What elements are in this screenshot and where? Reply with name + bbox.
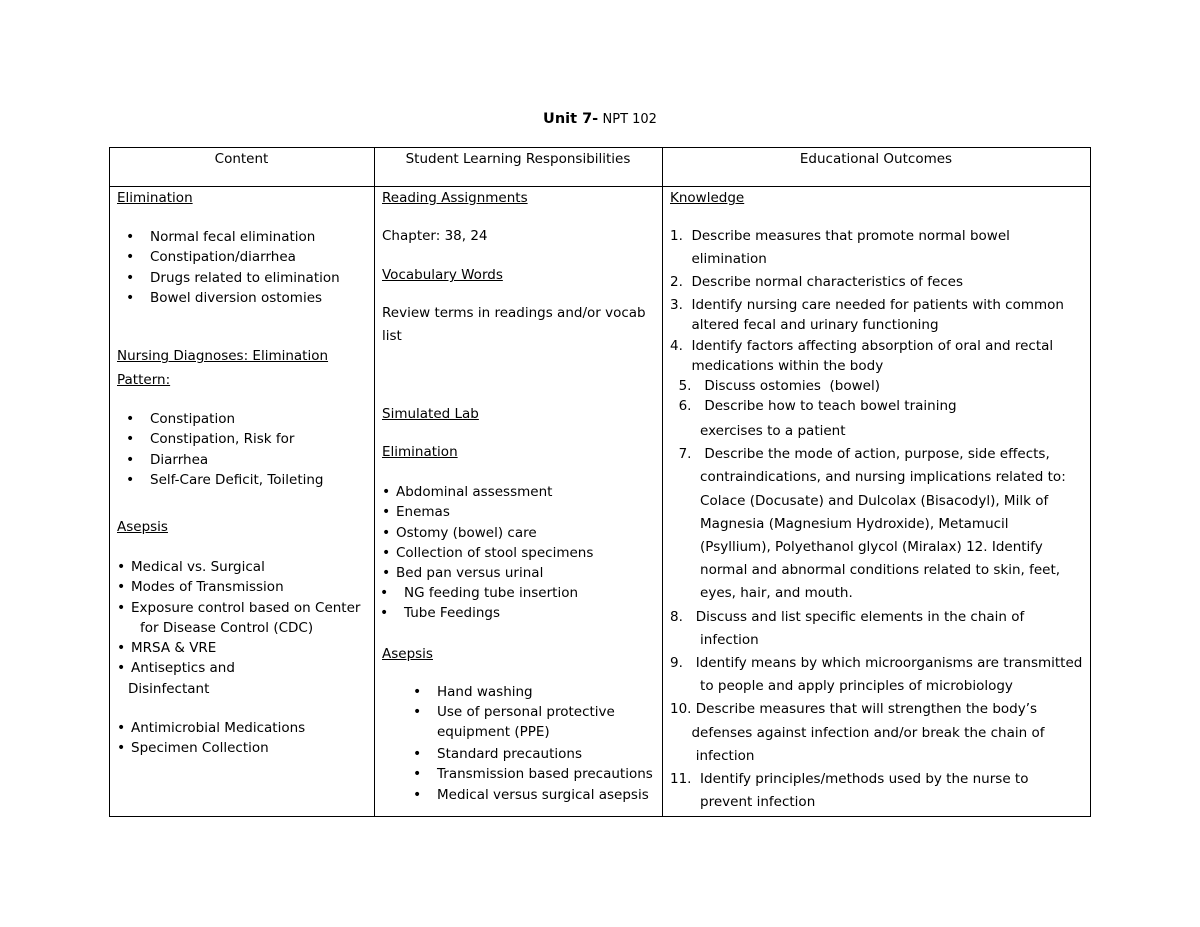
list-item: • Modes of Transmission (131, 577, 360, 597)
list-item: • Constipation, Risk for (150, 429, 324, 449)
outcome-line: elimination (670, 251, 767, 268)
nursing-diagnoses-list (150, 409, 324, 490)
list-item: • Enemas (396, 502, 593, 522)
outcome-line: 8. Discuss and list specific elements in the chain of (670, 608, 1025, 625)
outcome-line: altered fecal and urinary functioning (670, 317, 939, 334)
column-divider-2 (662, 147, 663, 817)
list-item: • Abdominal assessment (396, 482, 593, 502)
outcome-line: 3. Identify nursing care needed for patients with common (670, 297, 1064, 313)
column-divider-1 (374, 147, 375, 817)
outcome-line: contraindications, and nursing implications related to: (670, 469, 1066, 486)
list-item: • Bowel diversion ostomies (150, 288, 340, 308)
elimination-heading: Elimination (117, 190, 193, 206)
asepsis-list (131, 557, 360, 618)
outcome-line: 1. Describe measures that promote normal bowel (670, 228, 1010, 244)
outcome-line: infection (670, 747, 755, 764)
title-unit: Unit 7- (543, 111, 599, 127)
outcome-line: to people and apply principles of microbiology (670, 678, 1013, 695)
outcomes-list-a (670, 225, 1010, 295)
title-course: NPT 102 (602, 112, 657, 127)
asepsis-item-continuation: Disinfectant (128, 681, 210, 697)
asepsis-list-cont (131, 638, 235, 679)
table-border-bottom (109, 816, 1091, 817)
outcome-line: defenses against infection and/or break the chain of (670, 724, 1045, 741)
outcome-line: normal and abnormal conditions related to skin, feet, (670, 562, 1061, 579)
list-item: • Use of personal protective (437, 702, 615, 722)
outcome-line: 7. Describe the mode of action, purpose, side effects, (670, 446, 1050, 463)
outcome-line: 5. Discuss ostomies (bowel) (670, 378, 880, 395)
list-item: • Medical vs. Surgical (131, 557, 360, 577)
outcomes-list-c (670, 420, 1082, 814)
lab-asepsis-item-continuation: equipment (PPE) (437, 724, 550, 740)
list-item: • Medical versus surgical asepsis (437, 785, 653, 805)
outcome-line: 6. Describe how to teach bowel training (670, 398, 957, 415)
lab-asepsis-list (437, 682, 615, 723)
list-item: • MRSA & VRE (131, 638, 235, 658)
list-item: • Diarrhea (150, 450, 324, 470)
outcome-line: (Psyllium), Polyethanol glycol (Miralax) 12. Identify (670, 539, 1043, 556)
outcomes-list-b (670, 295, 1064, 417)
unit-table (109, 147, 1091, 817)
outcome-line: 9. Identify means by which microorganisms are transmitted (670, 655, 1083, 672)
lab-elimination-list (396, 482, 593, 583)
header-slr: Student Learning Responsibilities (405, 151, 631, 167)
list-item: • Normal fecal elimination (150, 227, 340, 247)
outcome-line: 11. Identify principles/methods used by the nurse to (670, 771, 1029, 788)
header-content: Content (214, 151, 269, 167)
outcome-line: medications within the body (670, 357, 884, 374)
asepsis-heading: Asepsis (117, 519, 168, 535)
lab-asepsis-heading: Asepsis (382, 646, 433, 662)
list-item: • Constipation (150, 409, 324, 429)
reading-assignments-heading: Reading Assignments (382, 190, 528, 206)
page-title (0, 111, 1200, 127)
table-border-top (109, 147, 1091, 148)
list-item: • Exposure control based on Center (131, 598, 360, 618)
outcome-line: 4. Identify factors affecting absorption of oral and rectal (670, 337, 1054, 354)
outcome-line: Colace (Docusate) and Dulcolax (Bisacodyl), Milk of (670, 492, 1049, 509)
simulated-lab-heading: Simulated Lab (382, 406, 479, 422)
nursing-diagnoses-heading: Nursing Diagnoses: Elimination (117, 348, 329, 364)
header-divider (109, 186, 1091, 187)
list-item: • Hand washing (437, 682, 615, 702)
list-item: • NG feeding tube insertion (404, 583, 578, 603)
lab-asepsis-list-cont (437, 744, 653, 805)
list-item: • Specimen Collection (131, 738, 305, 758)
lab-elimination-heading: Elimination (382, 444, 458, 460)
nursing-diagnoses-heading-cont: Pattern: (117, 372, 171, 388)
review-terms-text: Review terms in readings and/or vocab (382, 305, 646, 321)
lab-elimination-list-cont (404, 583, 578, 624)
outcome-line: infection (670, 631, 759, 648)
outcome-line: eyes, hair, and mouth. (670, 585, 853, 602)
extra-topics-list (131, 718, 305, 759)
outcome-line: exercises to a patient (670, 423, 846, 439)
list-item: • Ostomy (bowel) care (396, 523, 593, 543)
asepsis-item-continuation: for Disease Control (CDC) (140, 620, 314, 636)
outcome-line: 2. Describe normal characteristics of feces (670, 274, 964, 291)
list-item: • Drugs related to elimination (150, 268, 340, 288)
list-item: • Self-Care Deficit, Toileting (150, 470, 324, 490)
outcome-line: 10. Describe measures that will strengthen the body’s (670, 701, 1038, 718)
list-item: • Constipation/diarrhea (150, 247, 340, 267)
list-item: • Antiseptics and (131, 658, 235, 678)
table-border-right (1090, 147, 1091, 817)
list-item: • Tube Feedings (404, 603, 578, 623)
list-item: • Collection of stool specimens (396, 543, 593, 563)
list-item: • Bed pan versus urinal (396, 563, 593, 583)
list-item: • Transmission based precautions (437, 764, 653, 784)
vocabulary-heading: Vocabulary Words (382, 267, 503, 283)
knowledge-heading: Knowledge (670, 190, 745, 206)
review-terms-text-cont: list (382, 328, 402, 344)
list-item: • Antimicrobial Medications (131, 718, 305, 738)
outcome-line: Magnesia (Magnesium Hydroxide), Metamucil (670, 515, 1009, 532)
list-item: • Standard precautions (437, 744, 653, 764)
header-outcomes: Educational Outcomes (799, 151, 953, 167)
table-border-left (109, 147, 110, 817)
outcome-line: prevent infection (670, 794, 816, 811)
chapter-text: Chapter: 38, 24 (382, 228, 488, 244)
elimination-list (150, 227, 340, 308)
